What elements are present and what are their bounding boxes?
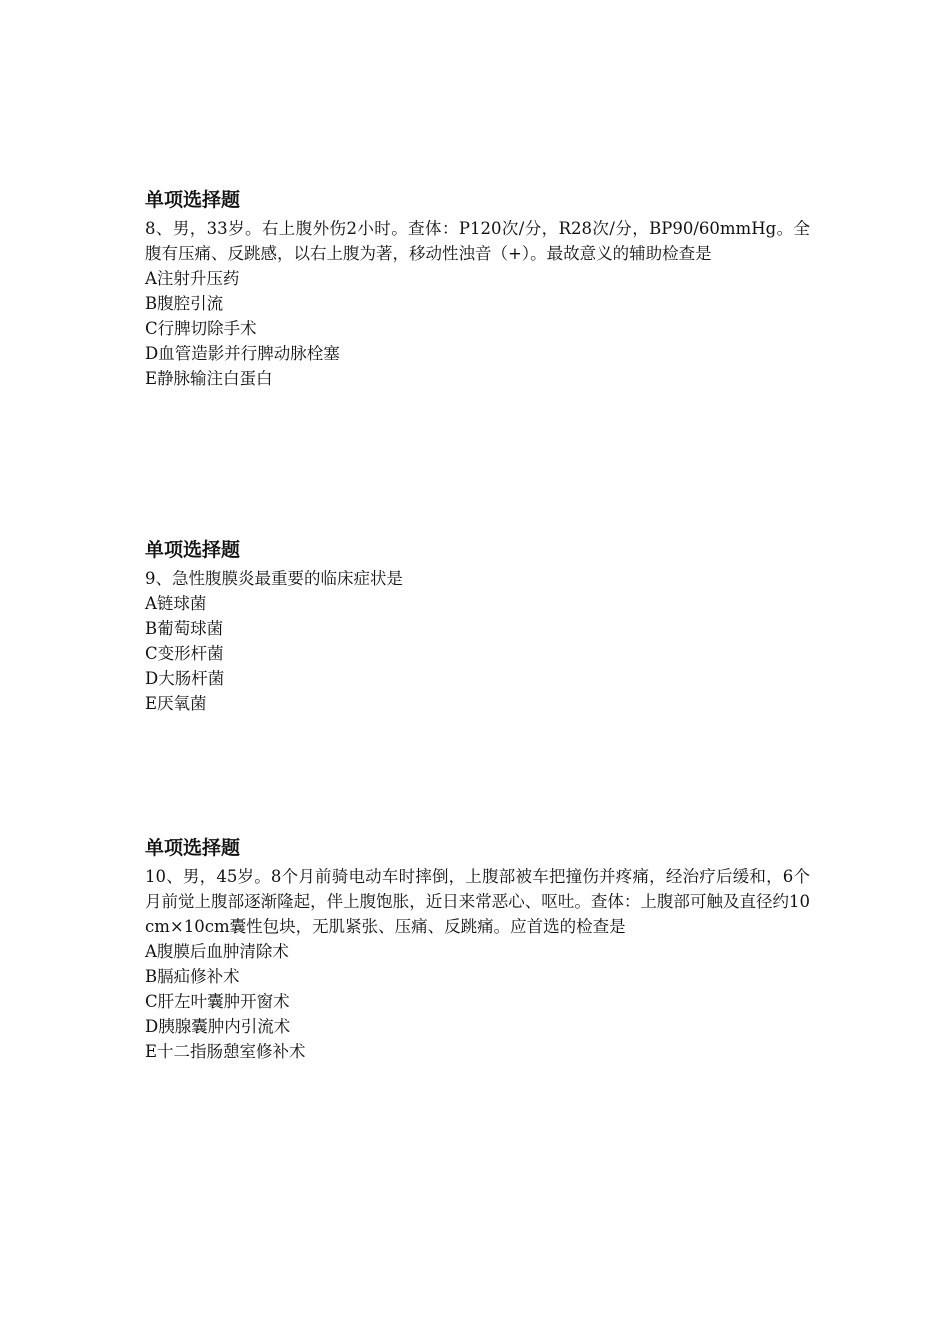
question-type-heading: 单项选择题 — [145, 189, 241, 211]
answer-options — [145, 266, 810, 391]
answer-options — [145, 939, 810, 1064]
question-stem: 9、急性腹膜炎最重要的临床症状是 — [145, 569, 403, 588]
question-type-heading: 单项选择题 — [145, 837, 241, 859]
option-a: A注射升压药 — [145, 269, 240, 288]
option-e: E十二指肠憩室修补术 — [145, 1042, 306, 1061]
question-stem: 10、男，45岁。8个月前骑电动车时摔倒，上腹部被车把撞伤并疼痛，经治疗后缓和，6个月前觉上腹部逐渐隆起，伴上腹饱胀，近日来常恶心、呕吐。查体：上腹部可触及直径约10cm×10cm囊性包块，无肌紧张、压痛、反跳痛。应首选的检查是 — [145, 867, 810, 936]
option-b: B葡萄球菌 — [145, 619, 224, 638]
question-8 — [145, 186, 810, 391]
answer-options — [145, 591, 810, 716]
question-type-heading: 单项选择题 — [145, 539, 241, 561]
question-10 — [145, 834, 810, 1064]
option-d: D血管造影并行脾动脉栓塞 — [145, 344, 340, 363]
option-d: D大肠杆菌 — [145, 669, 225, 688]
option-e: E厌氧菌 — [145, 694, 207, 713]
option-c: C肝左叶囊肿开窗术 — [145, 992, 290, 1011]
option-b: B腹腔引流 — [145, 294, 224, 313]
option-c: C行脾切除手术 — [145, 319, 257, 338]
option-e: E静脉输注白蛋白 — [145, 369, 273, 388]
option-a: A腹膜后血肿清除术 — [145, 942, 289, 961]
option-b: B膈疝修补术 — [145, 967, 240, 986]
question-stem: 8、男，33岁。右上腹外伤2小时。查体：P120次/分，R28次/分，BP90/60mmHg。全腹有压痛、反跳感，以右上腹为著，移动性浊音（+）。最故意义的辅助检查是 — [145, 219, 810, 263]
question-9 — [145, 536, 810, 716]
option-c: C变形杆菌 — [145, 644, 224, 663]
option-d: D胰腺囊肿内引流术 — [145, 1017, 291, 1036]
option-a: A链球菌 — [145, 594, 207, 613]
